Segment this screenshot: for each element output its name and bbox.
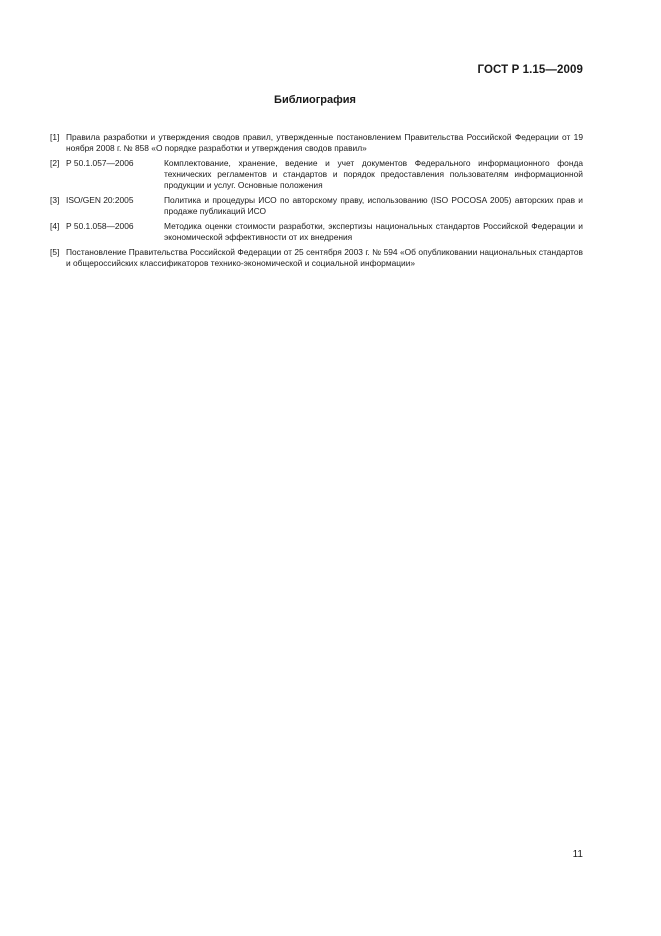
page-number: 11 xyxy=(572,849,583,860)
bibliography-entry-5 xyxy=(50,247,583,269)
page-header-standard-code: ГОСТ Р 1.15—2009 xyxy=(477,64,583,76)
entry-number: [2] xyxy=(50,157,60,168)
entry-number: [5] xyxy=(50,246,60,257)
entry-text: Политика и процедуры ИСО по авторскому праву, использованию (ISO POCOSA 2005) авторских прав и продаже публикаций ИСО xyxy=(164,195,583,217)
bibliography-entry-1 xyxy=(50,132,583,154)
bibliography-list xyxy=(50,132,583,273)
page-title: Библиография xyxy=(274,94,356,106)
entry-text: Методика оценки стоимости разработки, экспертизы национальных стандартов Российской Федерации и экономической эффективности от их внедрения xyxy=(164,220,583,243)
entry-text: Правила разработки и утверждения сводов правил, утвержденные постановлением Правительства Российской Федерации от 19 ноября 2008 г. № 858 «О порядке разработки и утверждения сводов правил» xyxy=(66,132,583,154)
entry-code: Р 50.1.057—2006 xyxy=(66,157,134,168)
entry-number: [1] xyxy=(50,132,60,142)
entry-number: [3] xyxy=(50,195,60,206)
entry-code: Р 50.1.058—2006 xyxy=(66,220,134,231)
entry-text: Постановление Правительства Российской Федерации от 25 сентября 2003 г. № 594 «Об опубликовании национальных стандартов и общероссийских классификаторов технико-экономической и социальной информации» xyxy=(66,246,583,269)
bibliography-entry-3 xyxy=(50,195,583,217)
entry-text: Комплектование, хранение, ведение и учет документов Федерального информационного фонда технических регламентов и стандартов и порядок предоставления пользователям информационной продукции и услуг. Основные положения xyxy=(164,157,583,191)
bibliography-entry-2 xyxy=(50,158,583,192)
bibliography-entry-4 xyxy=(50,221,583,243)
entry-number: [4] xyxy=(50,220,60,231)
entry-code: ISO/GEN 20:2005 xyxy=(66,195,134,206)
